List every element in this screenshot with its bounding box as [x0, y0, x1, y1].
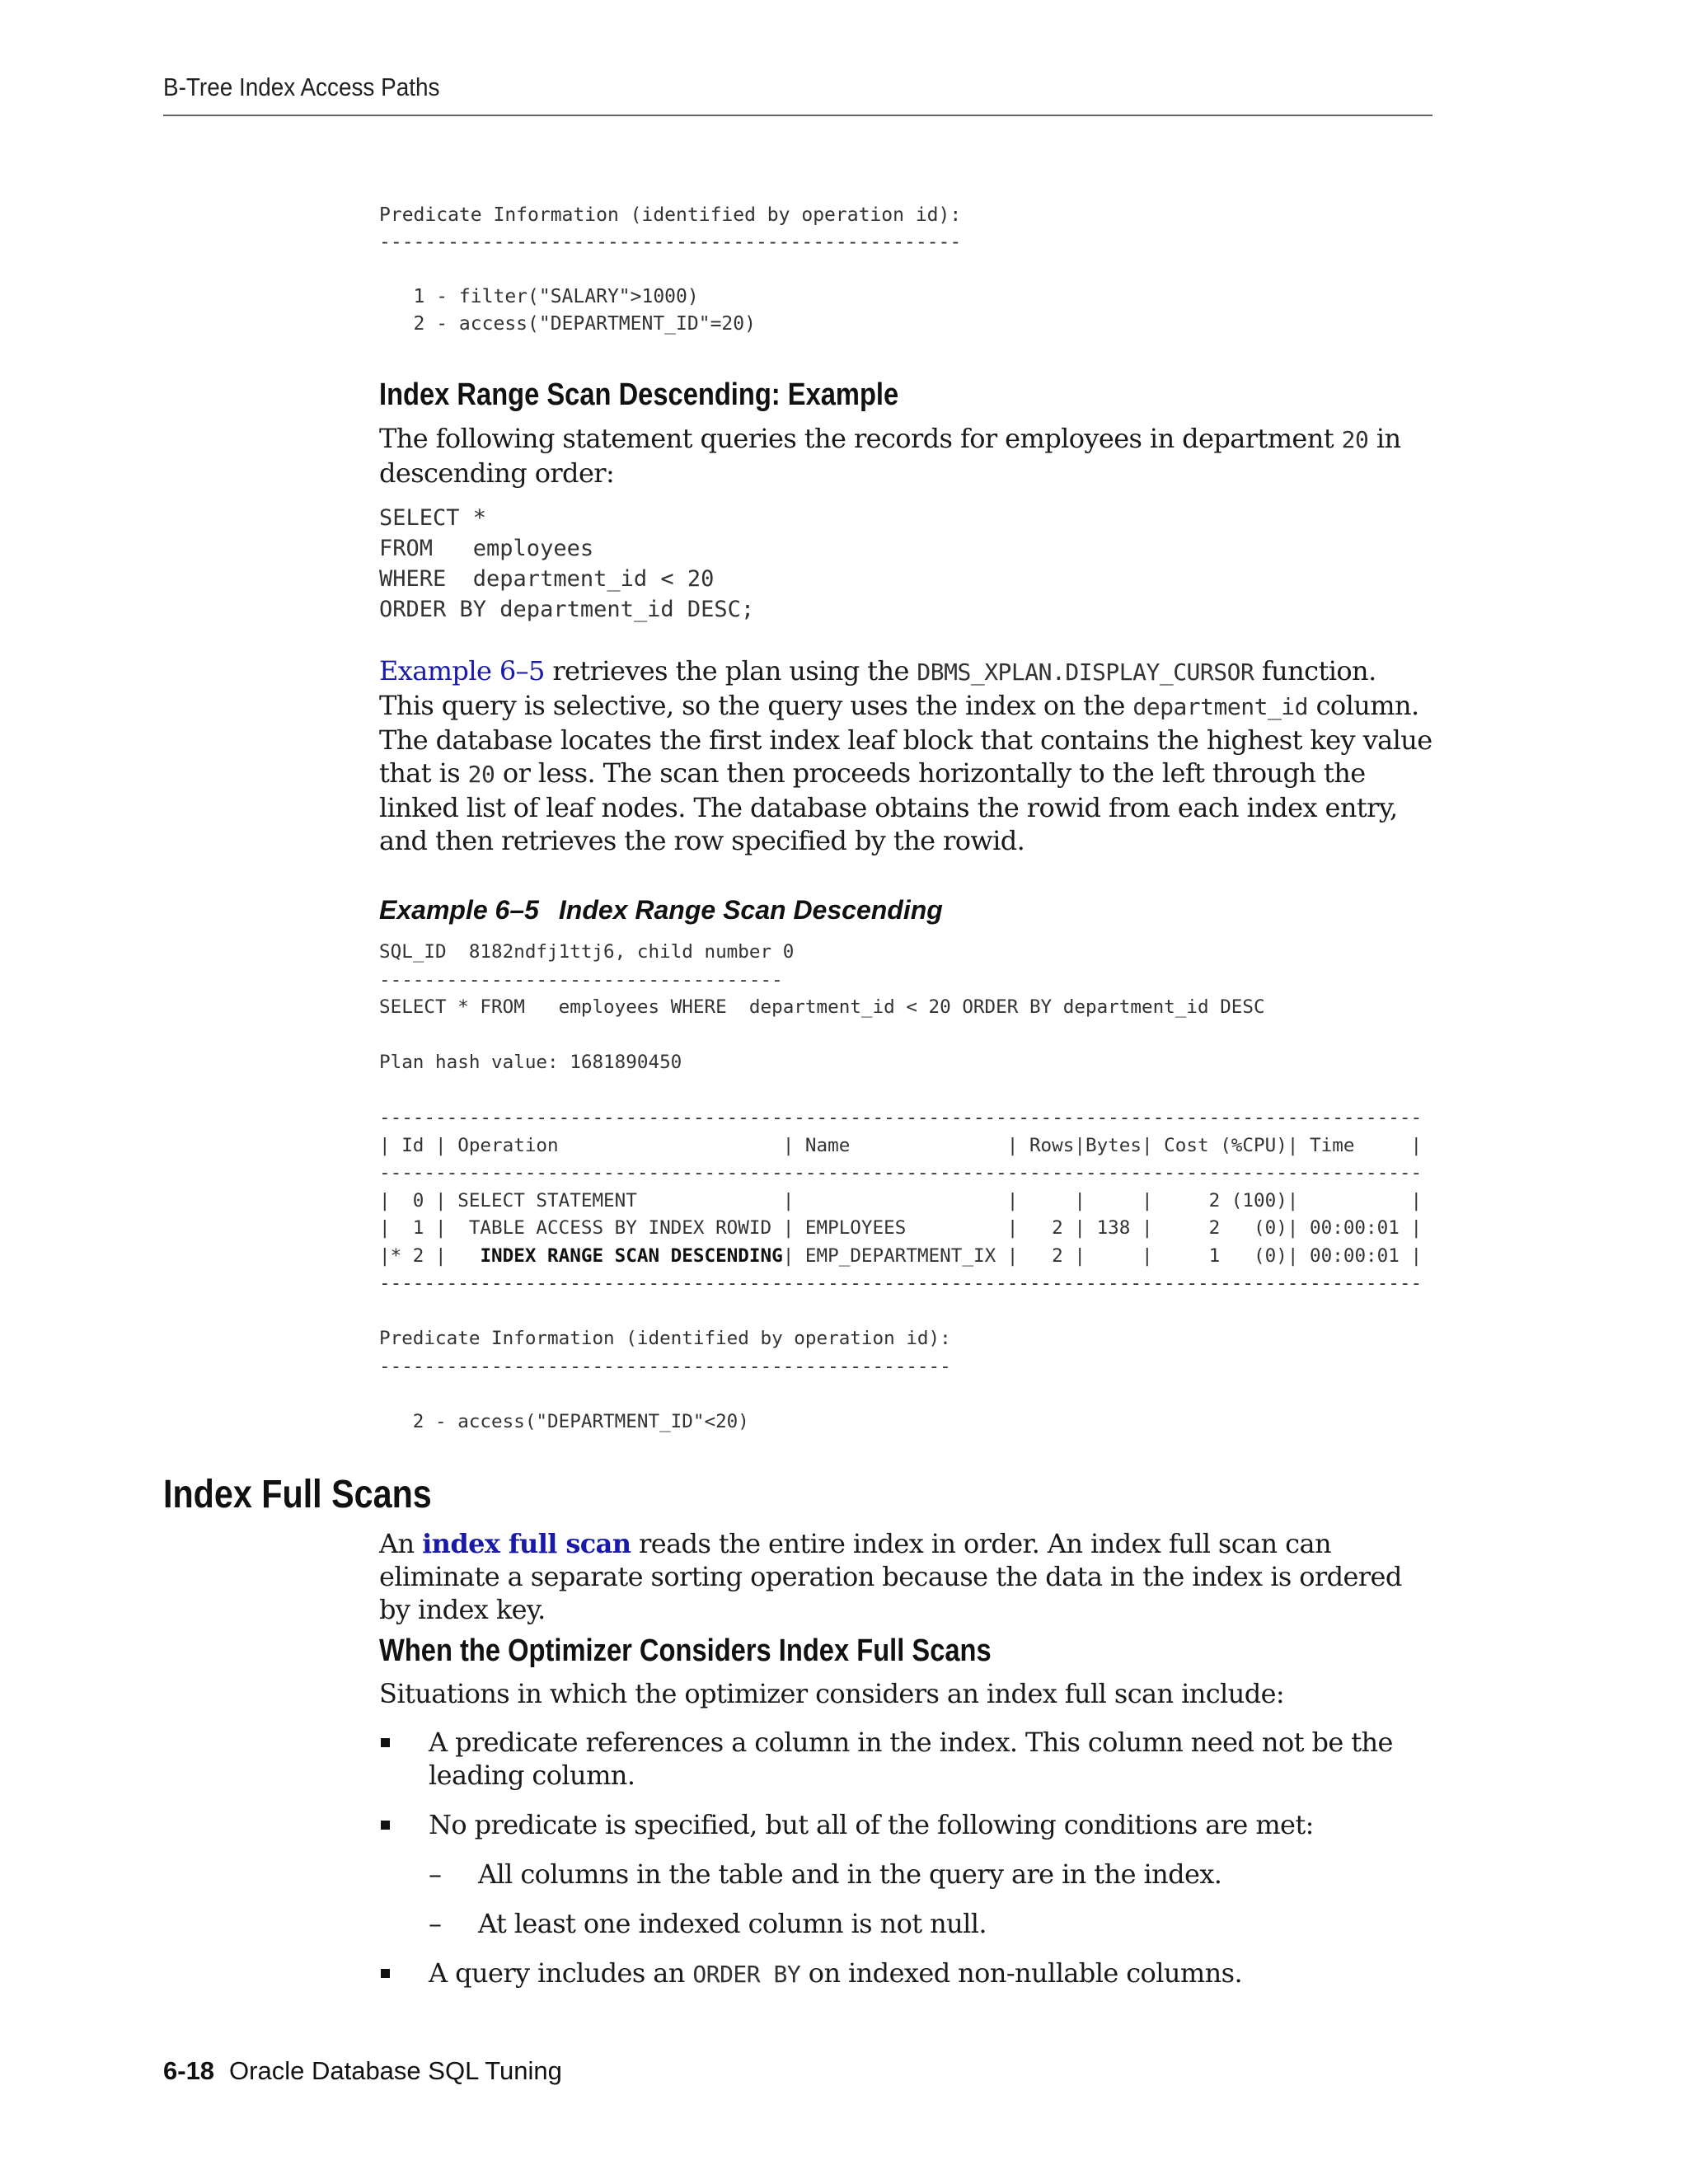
list-item: No predicate is specified, but all of the following conditions are met: [379, 1808, 1442, 1841]
inline-code: DBMS_XPLAN.DISPLAY_CURSOR [917, 658, 1254, 686]
example-6-5-link[interactable]: Example 6–5 [379, 655, 545, 687]
square-bullet-icon [381, 1821, 390, 1830]
index-full-scan-link[interactable]: index full scan [422, 1528, 631, 1559]
square-bullet-icon [381, 1738, 390, 1747]
predicate-info-block-1: Predicate Information (identified by operation id): --------------------------------------------------- 1 - filter("SALARY">1000) 2 - access("DEPARTMENT_ID"=20) [379, 204, 962, 335]
desc-intro-paragraph: The following statement queries the records for employees in department 20 in descending order: [379, 423, 1401, 489]
list-item: A predicate references a column in the index. This column need not be the leading column. [379, 1726, 1442, 1792]
page-number: 6-18 [163, 2056, 215, 2085]
inline-code: ORDER BY [692, 1961, 801, 1988]
list-item: A query includes an ORDER BY on indexed non-nullable columns. [379, 1957, 1442, 1991]
sub-list-item: – All columns in the table and in the query are in the index. [429, 1858, 1222, 1890]
situations-paragraph: Situations in which the optimizer considers an index full scan include: [379, 1678, 1285, 1709]
dash-bullet-icon: – [429, 1908, 442, 1939]
page-footer [163, 2056, 562, 2086]
inline-code: 20 [467, 761, 495, 788]
sql-statement-block: SELECT * FROM employees WHERE department_id < 20 ORDER BY department_id DESC; [379, 505, 755, 622]
sub-list-item: – At least one indexed column is not null. [429, 1908, 987, 1939]
header-divider [163, 115, 1432, 116]
plan-bold-operation: INDEX RANGE SCAN DESCENDING [480, 1244, 783, 1267]
running-header: B-Tree Index Access Paths [163, 73, 440, 101]
inline-code: department_id [1132, 693, 1309, 720]
heading-index-range-scan-descending: Index Range Scan Descending: Example [379, 377, 899, 412]
square-bullet-icon [381, 1969, 390, 1978]
heading-index-full-scans: Index Full Scans [163, 1473, 432, 1516]
heading-when-optimizer-considers: When the Optimizer Considers Index Full Scans [379, 1633, 992, 1668]
execution-plan-block: SQL_ID 8182ndfj1ttj6, child number 0 ------------------------------------ SELECT * FROM employees WHERE department_id < 20 ORDER BY department_id DESC Plan hash value: 1681890450 --------------------------------------------------------------------------------------------- | Id | Operation | Name | Rows|Bytes| Cost (%CPU)| Time | --------------------------------------------------------------------------------------------- | 0 | SELECT STATEMENT | | | | 2 (100)| | | 1 | TABLE ACCESS BY INDEX ROWID | EMPLOYEES | 2 | 138 | 2 (0)| 00:00:01 | |* 2 | INDEX RANGE SCAN DESCENDING| EMP_DEPARTMENT_IX | 2 | | 1 (0)| 00:00:01 | --------------------------------------------------------------------------------------------- Predicate Information (identified by operation id): --------------------------------------------------- 2 - access("DEPARTMENT_ID"<20) [379, 941, 1423, 1432]
dash-bullet-icon: – [429, 1858, 442, 1890]
plan-description-paragraph: Example 6–5 retrieves the plan using the DBMS_XPLAN.DISPLAY_CURSOR function. This query is selective, so the query uses the index on the department_id column. The database locates the first index leaf block that contains the highest key value that is 20 or less. The scan then proceeds horizontally to the left through the linked list of leaf nodes. The database obtains the rowid from each index entry, and then retrieves the row specified by the rowid. [379, 655, 1432, 856]
book-title: Oracle Database SQL Tuning [229, 2056, 562, 2085]
inline-code: 20 [1341, 426, 1369, 453]
conditions-list [379, 1726, 1442, 1991]
full-scan-intro-paragraph: An index full scan reads the entire index in order. An index full scan can eliminate a separate sorting operation because the data in the index is ordered by index key. [379, 1528, 1402, 1625]
example-caption: Example 6–5 Index Range Scan Descending [379, 895, 943, 925]
